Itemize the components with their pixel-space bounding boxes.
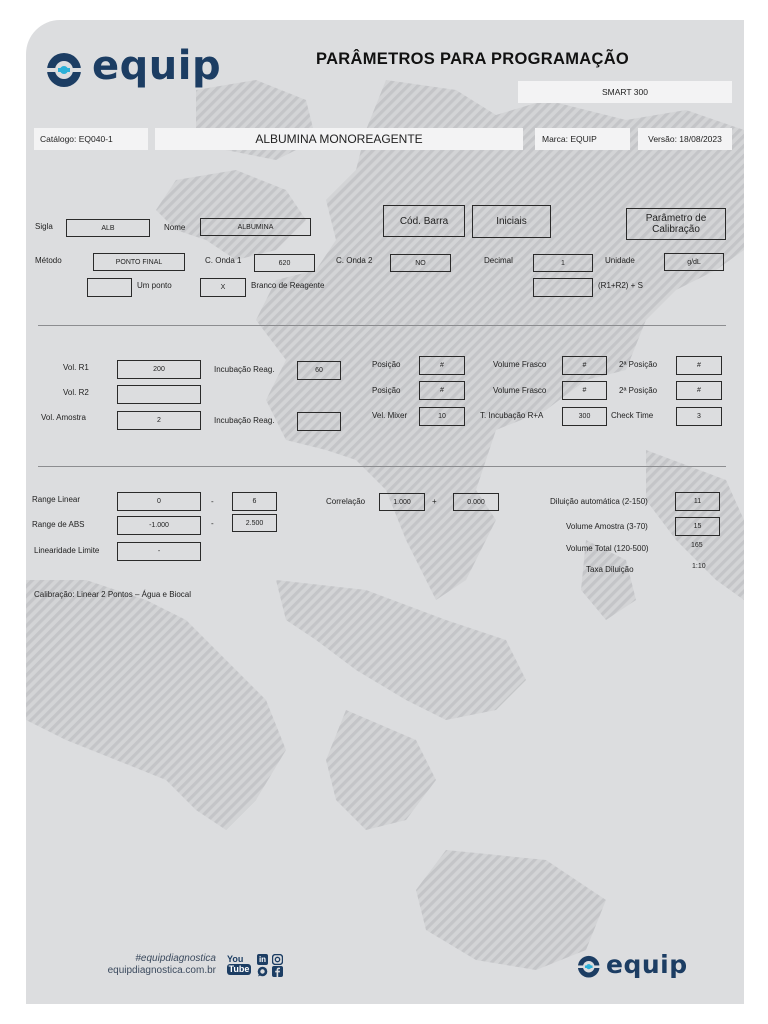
- posicao-2-field[interactable]: [419, 381, 465, 400]
- range-linear-dash: -: [211, 497, 214, 506]
- footer-website[interactable]: equipdiagnostica.com.br: [107, 965, 216, 976]
- range-abs-max-value: 2.500: [245, 519, 264, 527]
- vol-r1-label: Vol. R1: [63, 363, 89, 372]
- segunda-posicao-2-field[interactable]: [676, 381, 722, 400]
- decimal-field[interactable]: [533, 254, 593, 272]
- check-time-field[interactable]: [676, 407, 722, 426]
- divider-2: [38, 466, 726, 467]
- metodo-label: Método: [35, 256, 62, 265]
- youtube-icon[interactable]: [227, 954, 251, 976]
- sigla-field[interactable]: [66, 219, 150, 237]
- test-name-value: ALBUMINA MONOREAGENTE: [255, 132, 423, 146]
- footer-equip-logo-text: equip: [606, 950, 688, 979]
- range-abs-min-field[interactable]: [117, 516, 201, 535]
- calibracao-note: Calibração: Linear 2 Pontos – Água e Biocal: [34, 590, 191, 599]
- check-time-value: 3: [697, 413, 701, 420]
- parametro-calibracao-label-2: Calibração: [652, 224, 700, 235]
- nome-label: Nome: [164, 223, 186, 232]
- range-linear-max-field[interactable]: [232, 492, 277, 511]
- volume-amostra-value: 15: [693, 523, 702, 530]
- equip-logo-text: equip: [92, 43, 222, 89]
- vel-mixer-label: Vel. Mixer: [372, 411, 408, 420]
- metodo-field[interactable]: [93, 253, 185, 271]
- branco-reagente-label: Branco de Reagente: [251, 281, 325, 290]
- segunda-posicao-1-field[interactable]: [676, 356, 722, 375]
- range-abs-dash: -: [211, 519, 214, 528]
- nome-field[interactable]: [200, 218, 311, 236]
- diluicao-automatica-value: 11: [693, 498, 702, 505]
- equip-logo: [44, 43, 254, 92]
- posicao-1-value: #: [440, 362, 444, 369]
- range-abs-max-field[interactable]: [232, 514, 277, 532]
- um-ponto-checkbox[interactable]: [87, 278, 132, 297]
- onda1-value: 620: [278, 259, 291, 267]
- decimal-value: 1: [561, 259, 565, 267]
- iniciais-button[interactable]: [472, 205, 551, 238]
- correlacao-a-field[interactable]: [379, 493, 425, 511]
- version-field: [638, 128, 732, 150]
- range-linear-min-field[interactable]: [117, 492, 201, 511]
- segunda-posicao-2-value: #: [697, 387, 701, 394]
- check-time-label: Check Time: [611, 411, 654, 420]
- onda1-field[interactable]: [254, 254, 315, 272]
- instagram-icon[interactable]: [272, 954, 283, 965]
- model-field: [518, 81, 732, 103]
- volume-frasco-2-label: Volume Frasco: [493, 386, 547, 395]
- decimal-label: Decimal: [484, 256, 513, 265]
- posicao-1-label: Posição: [372, 360, 401, 369]
- cod-barra-button[interactable]: [383, 205, 465, 237]
- onda1-label: C. Onda 1: [205, 256, 242, 265]
- parametro-calibracao-button[interactable]: [626, 208, 726, 240]
- volume-amostra-field[interactable]: [675, 517, 720, 536]
- segunda-posicao-2-label: 2ª Posição: [619, 386, 658, 395]
- vol-r2-label: Vol. R2: [63, 388, 89, 397]
- taxa-diluicao-value: 1:10: [692, 563, 706, 570]
- range-abs-min-value: -1.000: [149, 522, 169, 529]
- incubacao-reag-1-label: Incubação Reag.: [214, 365, 275, 374]
- vol-r1-field[interactable]: [117, 360, 201, 379]
- correlacao-b-field[interactable]: [453, 493, 499, 511]
- parameter-sheet: [26, 20, 744, 1004]
- segunda-posicao-1-value: #: [697, 362, 701, 369]
- volume-frasco-1-field[interactable]: [562, 356, 607, 375]
- diluicao-automatica-label: Diluição automática (2-150): [550, 497, 648, 506]
- range-linear-max-value: 6: [252, 498, 257, 505]
- vol-amostra-label: Vol. Amostra: [41, 413, 86, 422]
- footer-equip-logo: [576, 950, 716, 984]
- unidade-label: Unidade: [605, 256, 635, 265]
- youtube-icon-bottom: Tube: [228, 964, 250, 974]
- cod-barra-label: Cód. Barra: [399, 215, 449, 227]
- nome-value: ALBUMINA: [237, 223, 274, 231]
- onda2-label: C. Onda 2: [336, 256, 373, 265]
- incubacao-reag-1-field[interactable]: [297, 361, 341, 380]
- diluicao-automatica-field[interactable]: [675, 492, 720, 511]
- youtube-icon-top: You: [227, 954, 244, 964]
- footer-hashtag: #equipdiagnostica: [135, 953, 216, 964]
- linkedin-icon-text: in: [258, 955, 267, 964]
- facebook-icon[interactable]: [272, 966, 283, 977]
- t-incubacao-label: T. Incubação R+A: [480, 411, 544, 420]
- correlacao-b-value: 0.000: [467, 498, 485, 506]
- volume-frasco-1-label: Volume Frasco: [493, 360, 547, 369]
- world-map-background: [26, 20, 744, 1004]
- catalog-field: [34, 128, 148, 150]
- branco-reagente-checkbox[interactable]: [200, 278, 246, 297]
- r1r2s-checkbox[interactable]: [533, 278, 593, 297]
- taxa-diluicao-label: Taxa Diluição: [586, 565, 634, 574]
- test-name-field: [155, 128, 523, 150]
- linearidade-limite-value: -: [157, 548, 161, 555]
- posicao-2-label: Posição: [372, 386, 401, 395]
- um-ponto-label: Um ponto: [137, 281, 172, 290]
- footer-equip-logo-icon: [576, 954, 604, 982]
- page-title: PARÂMETROS PARA PROGRAMAÇÃO: [316, 50, 630, 68]
- vol-r1-value: 200: [153, 366, 165, 373]
- iniciais-label: Iniciais: [496, 216, 527, 227]
- parametro-calibracao-label-1: Parâmetro de: [645, 213, 707, 224]
- segunda-posicao-1-label: 2ª Posição: [619, 360, 658, 369]
- catalog-value: Catálogo: EQ040-1: [40, 134, 113, 144]
- vol-amostra-value: 2: [157, 417, 161, 424]
- linearidade-limite-label: Linearidade Limite: [34, 546, 100, 555]
- linkedin-icon[interactable]: [257, 954, 268, 965]
- branco-reagente-value: X: [220, 284, 226, 291]
- range-linear-label: Range Linear: [32, 495, 81, 504]
- whatsapp-icon[interactable]: [257, 966, 268, 977]
- equip-logo-icon: [44, 50, 88, 94]
- brand-field: [535, 128, 630, 150]
- divider-1: [38, 325, 726, 326]
- sigla-value: ALB: [101, 224, 115, 232]
- incubacao-reag-2-label: Incubação Reag.: [214, 416, 275, 425]
- range-linear-min-value: 0: [157, 498, 161, 505]
- incubacao-reag-2-field[interactable]: [297, 412, 341, 431]
- range-abs-label: Range de ABS: [32, 520, 85, 529]
- t-incubacao-value: 300: [578, 413, 591, 420]
- metodo-value: PONTO FINAL: [115, 258, 163, 266]
- volume-total-value: 165: [691, 542, 703, 549]
- correlacao-plus: +: [432, 497, 437, 506]
- volume-frasco-2-field[interactable]: [562, 381, 607, 400]
- correlacao-a-value: 1.000: [393, 498, 411, 506]
- vol-r2-field[interactable]: [117, 385, 201, 404]
- brand-value: Marca: EQUIP: [542, 134, 597, 144]
- volume-frasco-1-value: #: [582, 362, 587, 369]
- unidade-field[interactable]: [664, 253, 724, 271]
- volume-frasco-2-value: #: [582, 387, 587, 394]
- volume-total-label: Volume Total (120-500): [566, 544, 649, 553]
- vol-amostra-field[interactable]: [117, 411, 201, 430]
- vel-mixer-value: 10: [438, 413, 446, 420]
- onda2-field[interactable]: [390, 254, 451, 272]
- vel-mixer-field[interactable]: [419, 407, 465, 426]
- posicao-2-value: #: [440, 387, 444, 394]
- sigla-label: Sigla: [35, 222, 53, 231]
- linearidade-limite-field[interactable]: [117, 542, 201, 561]
- volume-amostra-label: Volume Amostra (3-70): [566, 522, 648, 531]
- posicao-1-field[interactable]: [419, 356, 465, 375]
- onda2-value: NO: [415, 259, 426, 267]
- unidade-value: g/dL: [687, 258, 701, 266]
- r1r2s-label: (R1+R2) + S: [598, 281, 643, 290]
- version-value: Versão: 18/08/2023: [648, 134, 722, 144]
- correlacao-label: Correlação: [326, 497, 366, 506]
- model-value: SMART 300: [602, 87, 648, 97]
- incubacao-reag-1-value: 60: [315, 367, 323, 374]
- t-incubacao-field[interactable]: [562, 407, 607, 426]
